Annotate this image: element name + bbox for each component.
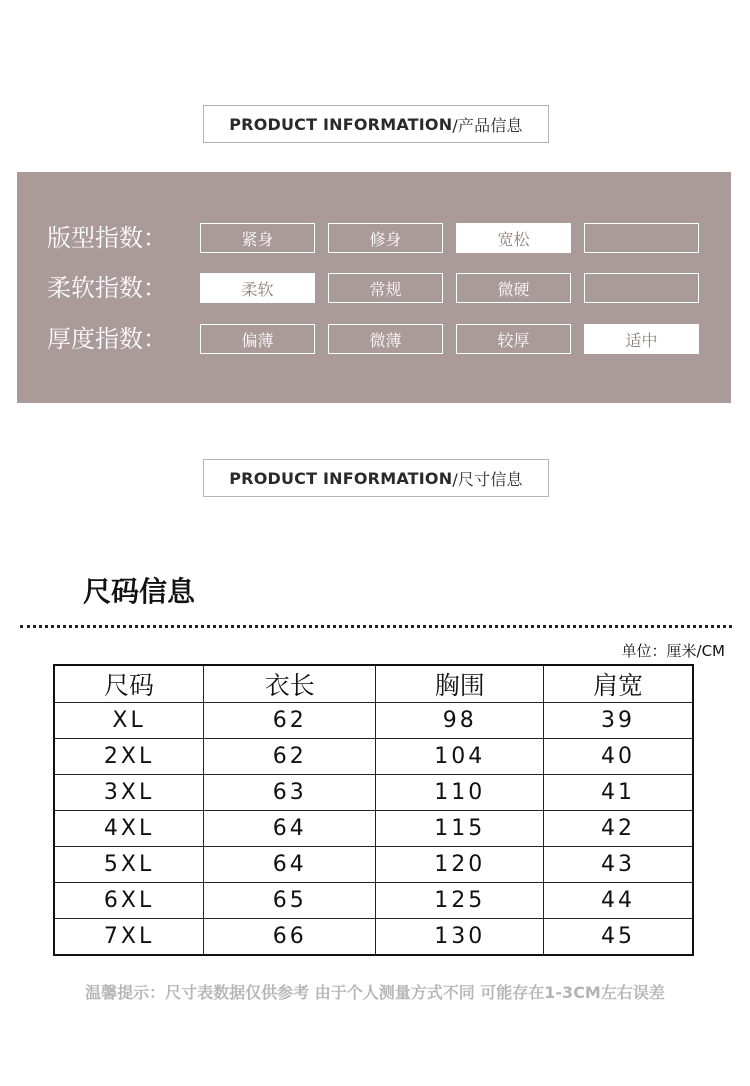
table-row (54, 703, 693, 739)
cell-length: 62 (204, 703, 376, 739)
size-info-header-en: PRODUCT INFORMATION (229, 468, 453, 488)
size-title: 尺码信息 (83, 575, 196, 608)
cell-length: 62 (204, 739, 376, 775)
index-option-selected: 适中 (584, 324, 699, 354)
unit-label: 单位：厘米/CM (621, 642, 725, 660)
header-shoulder: 肩宽 (543, 665, 693, 703)
dotted-divider (20, 625, 732, 628)
index-option (584, 273, 699, 303)
product-info-header (203, 105, 549, 143)
cell-shoulder: 39 (543, 703, 693, 739)
cell-length: 66 (204, 919, 376, 956)
cell-shoulder: 40 (543, 739, 693, 775)
product-info-header-zh: /产品信息 (452, 115, 523, 135)
cell-shoulder: 44 (543, 883, 693, 919)
index-option: 修身 (328, 223, 443, 253)
cell-chest: 115 (376, 811, 544, 847)
cell-shoulder: 43 (543, 847, 693, 883)
size-info-header (203, 459, 549, 497)
index-option: 偏薄 (200, 324, 315, 354)
cell-size: XL (54, 703, 204, 739)
cell-chest: 104 (376, 739, 544, 775)
index-option: 微硬 (456, 273, 571, 303)
cell-size: 3XL (54, 775, 204, 811)
cell-shoulder: 45 (543, 919, 693, 956)
table-row (54, 847, 693, 883)
size-table (53, 664, 694, 956)
index-option-selected: 宽松 (456, 223, 571, 253)
measurement-note: 温馨提示：尺寸表数据仅供参考 由于个人测量方式不同 可能存在1-3CM左右误差 (85, 983, 665, 1002)
index-row-fit (17, 221, 731, 255)
index-option: 紧身 (200, 223, 315, 253)
table-header-row (54, 665, 693, 703)
cell-chest: 98 (376, 703, 544, 739)
index-option: 常规 (328, 273, 443, 303)
cell-chest: 110 (376, 775, 544, 811)
index-label: 厚度指数： (47, 325, 167, 353)
cell-length: 64 (204, 847, 376, 883)
size-info-header-zh: /尺寸信息 (452, 469, 523, 489)
cell-shoulder: 42 (543, 811, 693, 847)
cell-size: 7XL (54, 919, 204, 956)
index-option (584, 223, 699, 253)
cell-chest: 130 (376, 919, 544, 956)
cell-size: 5XL (54, 847, 204, 883)
index-label: 版型指数： (47, 224, 167, 252)
index-row-softness (17, 271, 731, 305)
cell-size: 4XL (54, 811, 204, 847)
index-panel (17, 172, 731, 403)
index-option: 微薄 (328, 324, 443, 354)
table-row (54, 919, 693, 956)
cell-shoulder: 41 (543, 775, 693, 811)
cell-size: 6XL (54, 883, 204, 919)
index-option-selected: 柔软 (200, 273, 315, 303)
cell-length: 64 (204, 811, 376, 847)
header-length: 衣长 (204, 665, 376, 703)
table-row (54, 883, 693, 919)
product-info-header-en: PRODUCT INFORMATION (229, 114, 453, 134)
table-row (54, 739, 693, 775)
cell-chest: 125 (376, 883, 544, 919)
header-size: 尺码 (54, 665, 204, 703)
header-chest: 胸围 (376, 665, 544, 703)
cell-size: 2XL (54, 739, 204, 775)
cell-chest: 120 (376, 847, 544, 883)
table-row (54, 811, 693, 847)
index-label: 柔软指数： (47, 274, 167, 302)
index-row-thickness (17, 322, 731, 356)
index-option: 较厚 (456, 324, 571, 354)
cell-length: 63 (204, 775, 376, 811)
cell-length: 65 (204, 883, 376, 919)
table-row (54, 775, 693, 811)
